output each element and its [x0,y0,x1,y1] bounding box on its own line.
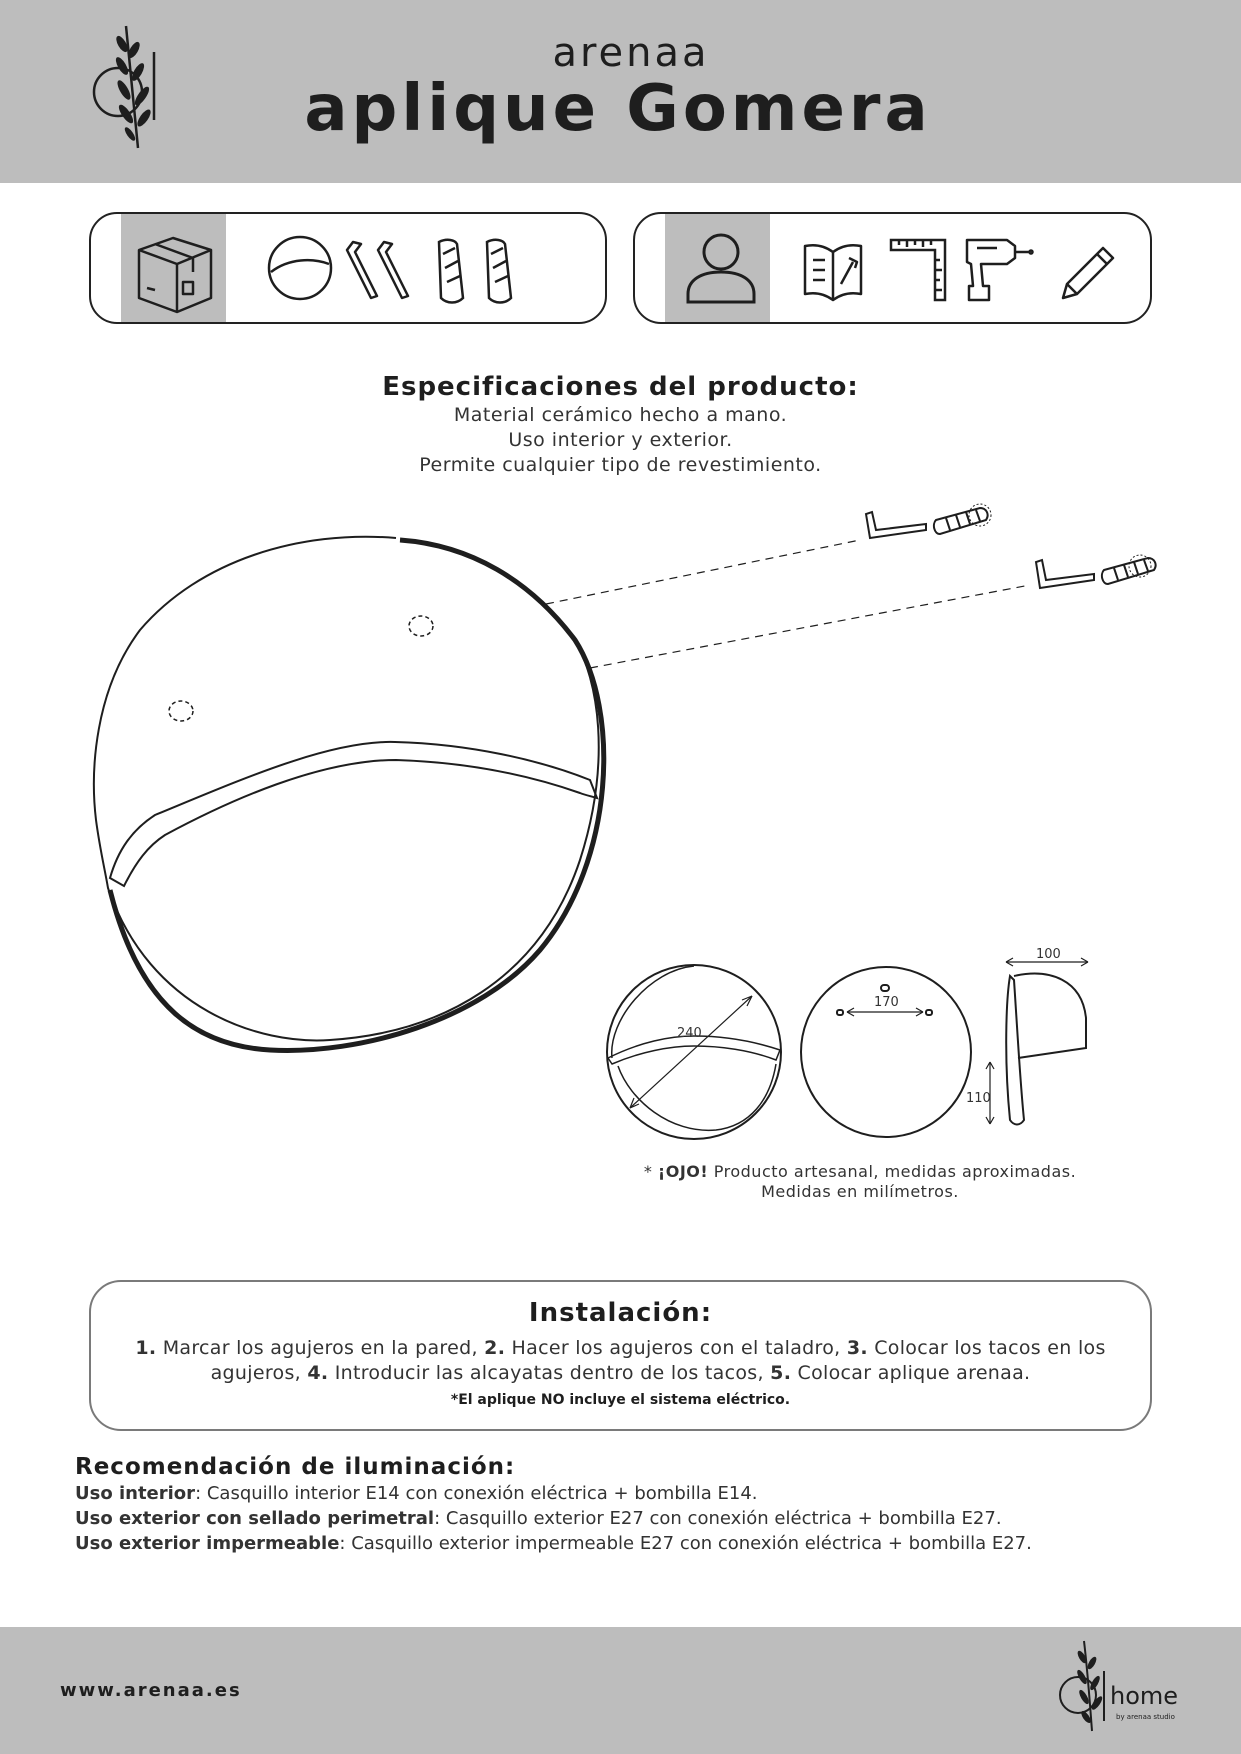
brand-name: arenaa [552,30,710,76]
website-link[interactable]: www.arenaa.es [60,1680,242,1701]
page-title: aplique Gomera [304,72,932,146]
artisanal-note-line2: Medidas en milímetros. [761,1182,959,1201]
step-5-text: Colocar aplique arenaa. [791,1362,1031,1384]
box-icon [139,238,211,312]
note-rest: Producto artesanal, medidas aproximadas. [708,1162,1077,1181]
note-warning: ¡OJO! [657,1162,709,1181]
lighting-item-2 [75,1508,1002,1529]
square-ruler-icon [891,240,945,300]
spec-line-1: Material cerámico hecho a mano. [453,404,788,426]
person-icon [688,235,754,302]
step-1-text: Marcar los agujeros en la pared, [156,1337,485,1359]
wall-plug-icon [439,240,511,303]
lighting-heading: Recomendación de iluminación: [75,1454,516,1480]
dim-depth-label: 100 [1036,947,1061,962]
lighting-item-1-text: : Casquillo interior E14 con conexión eléctrica + bombilla E14. [195,1483,758,1504]
spec-line-2: Uso interior y exterior. [508,429,733,451]
drill-icon [967,240,1033,300]
installation-footnote: *El aplique NO incluye el sistema eléctrico. [450,1392,791,1408]
lighting-item-2-label: Uso exterior con sellado perimetral [75,1508,435,1529]
kit-contents-panel [89,212,607,324]
step-4-text: Introducir las alcayatas dentro de los tacos, [328,1362,771,1384]
hook-plug-bottom [1036,555,1156,588]
spec-line-3: Permite cualquier tipo de revestimiento. [419,454,822,476]
home-logo-tag: by arenaa studio [1116,1713,1175,1721]
hook-icon [347,242,408,298]
lamp-shade-icon [269,237,331,299]
dim-height-label: 110 [966,1091,991,1106]
step-4-num: 4. [307,1362,329,1384]
footer-band [0,1627,1241,1754]
note-prefix: * [643,1162,658,1181]
pencil-icon [1063,248,1113,298]
home-logo-word: home [1110,1682,1179,1710]
specs-heading: Especificaciones del producto: [382,372,859,402]
step-5-num: 5. [770,1362,792,1384]
step-3-text: Colocar los tacos en los agujeros, [210,1337,1106,1384]
dim-diameter-label: 240 [677,1026,702,1041]
step-3-num: 3. [846,1337,868,1359]
header-band [0,0,1241,183]
step-2-text: Hacer los agujeros con el taladro, [505,1337,847,1359]
installation-panel [89,1280,1152,1431]
home-leaf-logo [1058,1635,1118,1735]
dim-hole-spacing-label: 170 [874,995,899,1010]
lighting-item-1-label: Uso interior [75,1483,196,1504]
lighting-item-3-text: : Casquillo exterior impermeable E27 con conexión eléctrica + bombilla E27. [339,1533,1032,1554]
installation-heading: Instalación: [528,1298,713,1328]
installation-steps [111,1336,1130,1386]
tools-panel [633,212,1152,324]
lighting-item-3-label: Uso exterior impermeable [75,1533,340,1554]
lighting-item-1 [75,1483,758,1504]
lighting-item-2-text: : Casquillo exterior E27 con conexión eléctrica + bombilla E27. [434,1508,1002,1529]
step-1-num: 1. [135,1337,157,1359]
manual-icon [805,245,861,300]
dimension-drawings [590,940,1110,1140]
lighting-item-3 [75,1533,1032,1554]
hook-plug-top [866,504,991,538]
artisanal-note-line1 [560,1162,1160,1181]
step-2-num: 2. [484,1337,506,1359]
